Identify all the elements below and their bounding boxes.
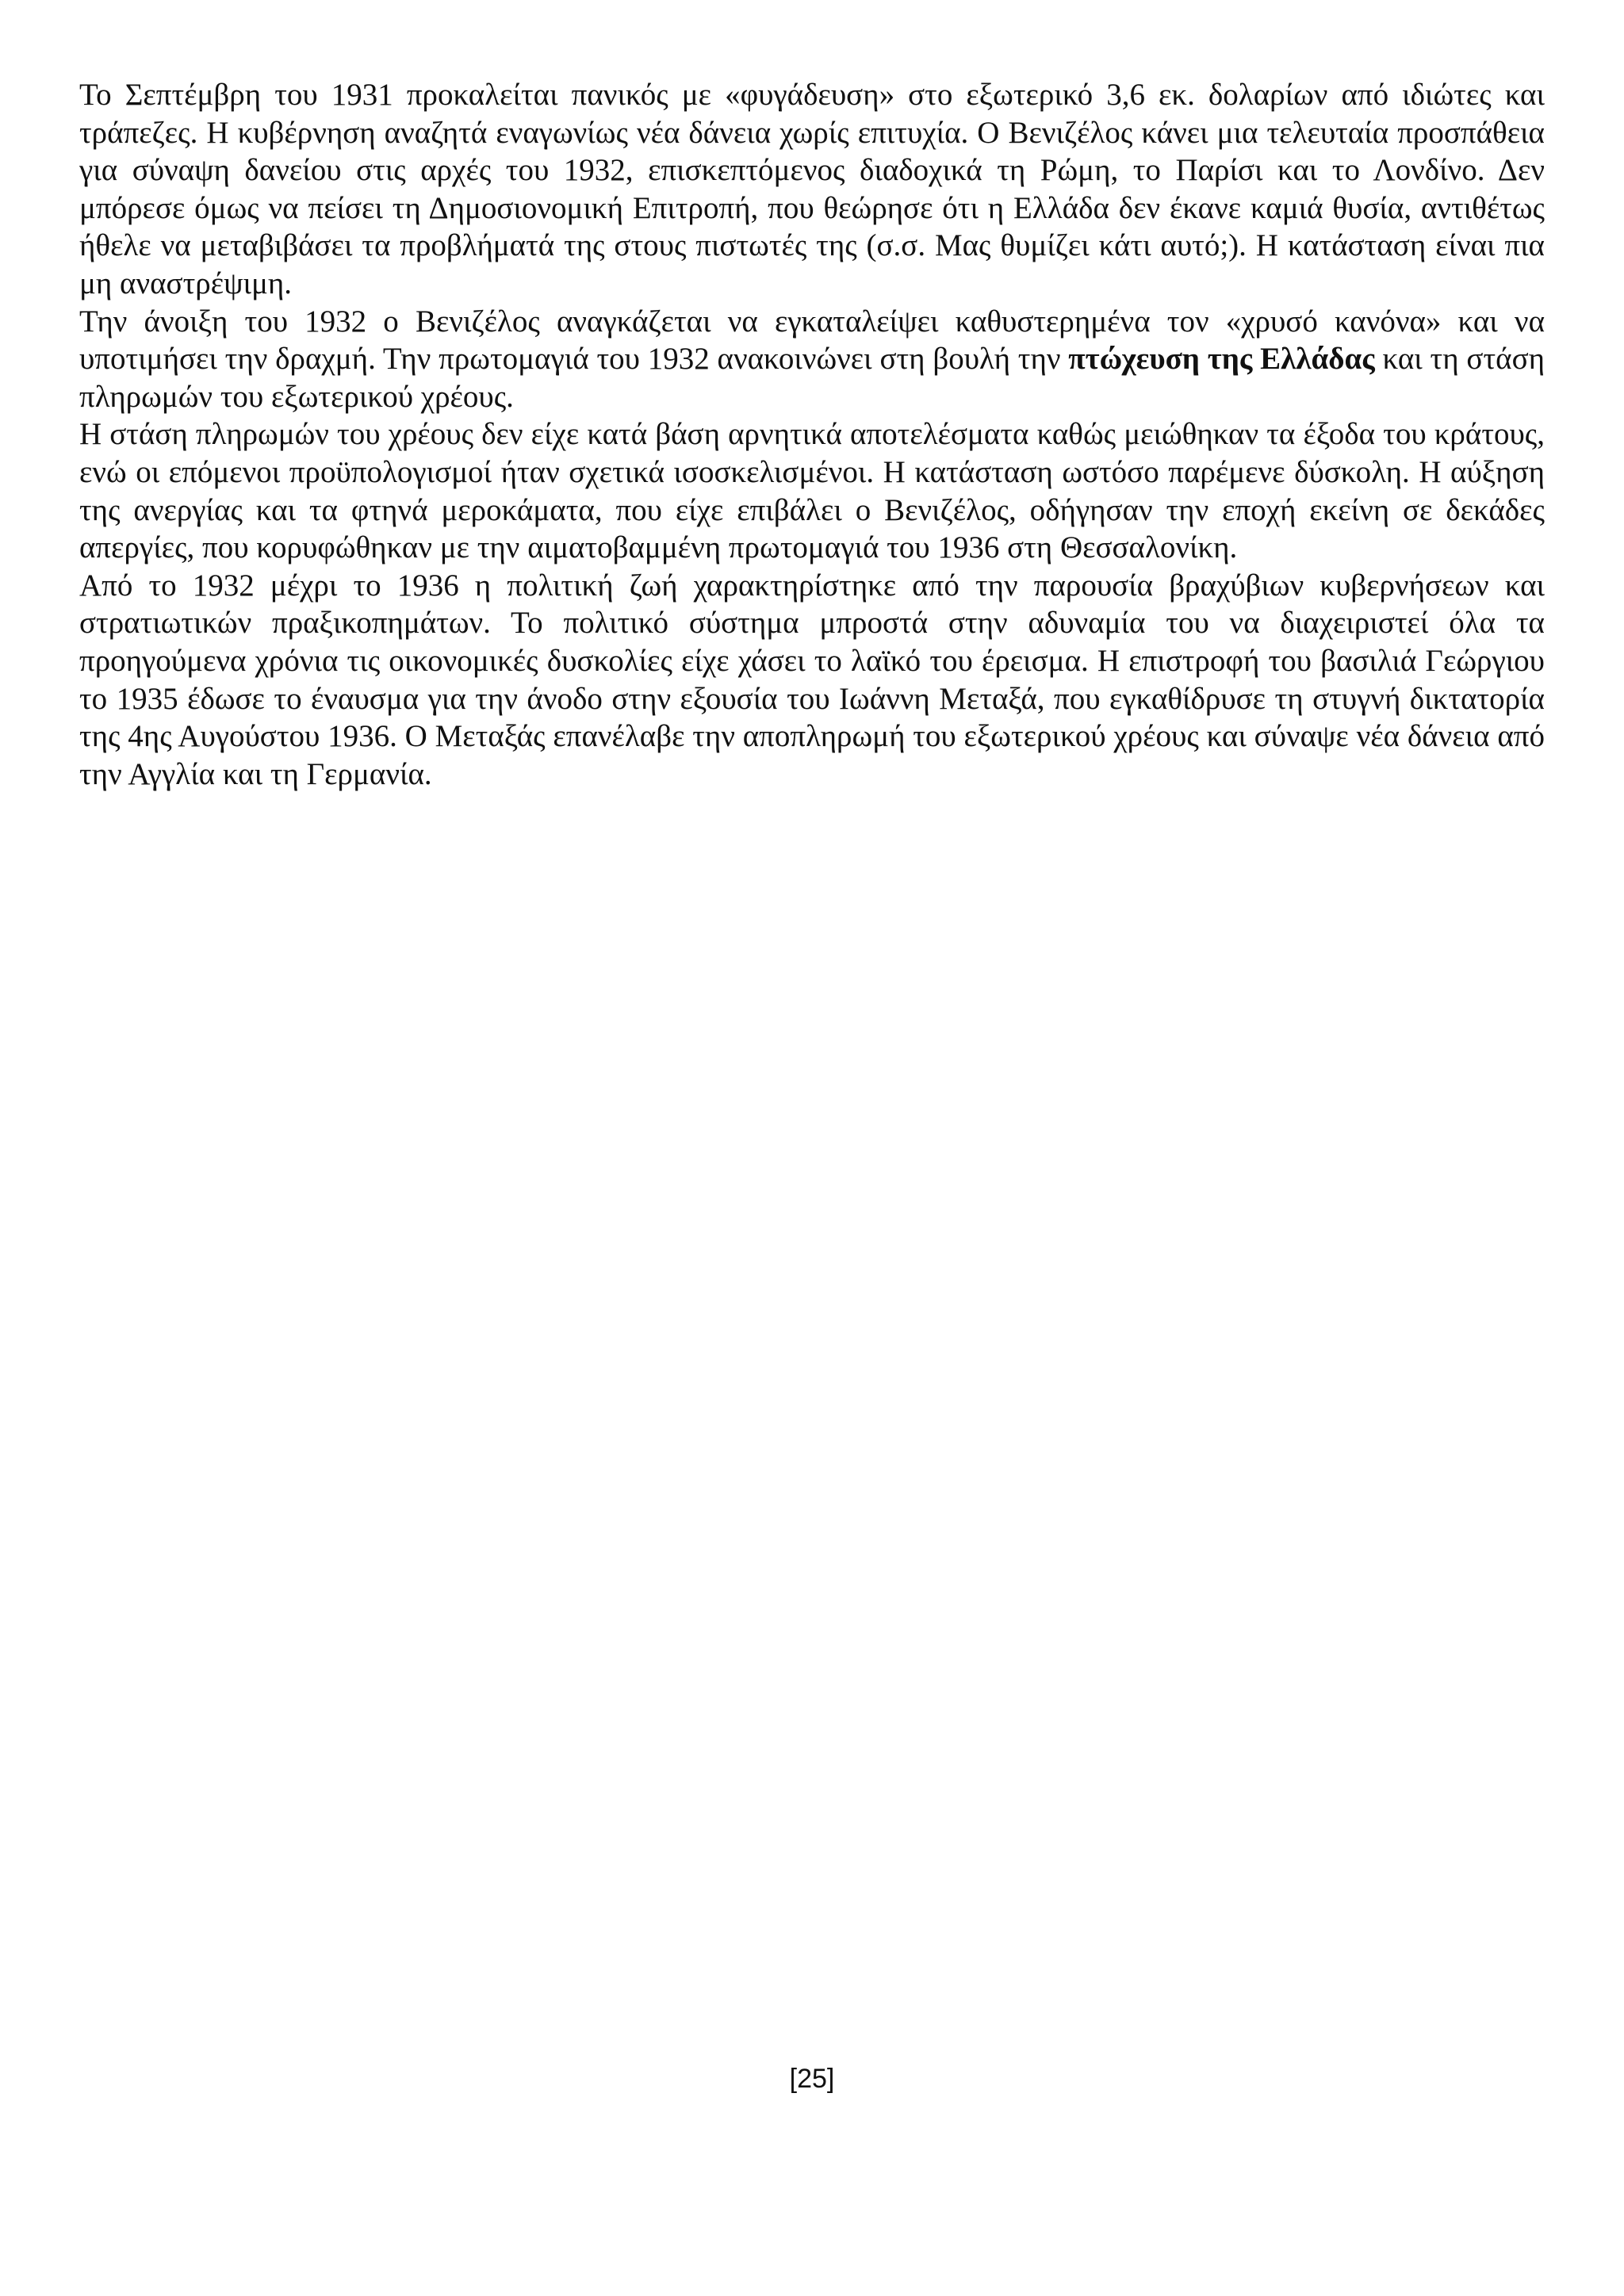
paragraph-4 <box>79 567 1545 794</box>
paragraph-2-text-before: Την άνοιξη του 1932 ο Βενιζέλος αναγκάζεται να εγκαταλείψει καθυστερημένα τον «χρυσό κανόνα» και να υποτιμήσει την δραχμή. Την πρωτομαγιά του 1932 ανακοινώνει στη βουλή την <box>79 304 1545 377</box>
page-number: [25] <box>789 2064 835 2094</box>
paragraph-2-bold-phrase: πτώχευση της Ελλάδας <box>1068 342 1375 377</box>
paragraph-1-text: Το Σεπτέμβρη του 1931 προκαλείται πανικός με «φυγάδευση» στο εξωτερικό 3,6 εκ. δολαρίων από ιδιώτες και τράπεζες. Η κυβέρνηση αναζητά εναγωνίως νέα δάνεια χωρίς επιτυχία. Ο Βενιζέλος κάνει μια τελευταία προσπάθεια για σύναψη δανείου στις αρχές του 1932, επισκεπτόμενος διαδοχικά τη Ρώμη, το Παρίσι και το Λονδίνο. Δεν μπόρεσε όμως να πείσει τη Δημοσιονομική Επιτροπή, που θεώρησε ότι η Ελλάδα δεν έκανε καμιά θυσία, αντιθέτως ήθελε να μεταβιβάσει τα προβλήματά της στους πιστωτές της (σ.σ. Μας θυμίζει κάτι αυτό;). Η κατάσταση είναι πια μη αναστρέψιμη. <box>79 78 1545 300</box>
paragraph-2 <box>79 303 1545 416</box>
body-text <box>79 76 1545 793</box>
paragraph-3 <box>79 415 1545 566</box>
paragraph-1 <box>79 76 1545 303</box>
paragraph-4-text: Από το 1932 μέχρι το 1936 η πολιτική ζωή χαρακτηρίστηκε από την παρουσία βραχύβιων κυβερνήσεων και στρατιωτικών πραξικοπημάτων. Το πολιτικό σύστημα μπροστά στην αδυναμία του να διαχειριστεί όλα τα προηγούμενα χρόνια τις οικονομικές δυσκολίες είχε χάσει το λαϊκό του έρεισμα. Η επιστροφή του βασιλιά Γεώργιου το 1935 έδωσε το έναυσμα για την άνοδο στην εξουσία του Ιωάννη Μεταξά, που εγκαθίδρυσε τη στυγνή δικτατορία της 4ης Αυγούστου 1936. Ο Μεταξάς επανέλαβε την αποπληρωμή του εξωτερικού χρέους και σύναψε νέα δάνεια από την Αγγλία και τη Γερμανία. <box>79 568 1545 791</box>
paragraph-3-text: Η στάση πληρωμών του χρέους δεν είχε κατά βάση αρνητικά αποτελέσματα καθώς μειώθηκαν τα έξοδα του κράτους, ενώ οι επόμενοι προϋπολογισμοί ήταν σχετικά ισοσκελισμένοι. Η κατάσταση ωστόσο παρέμενε δύσκολη. Η αύξηση της ανεργίας και τα φτηνά μεροκάματα, που είχε επιβάλει ο Βενιζέλος, οδήγησαν την εποχή εκείνη σε δεκάδες απεργίες, που κορυφώθηκαν με την αιματοβαμμένη πρωτομαγιά του 1936 στη Θεσσαλονίκη. <box>79 417 1545 565</box>
paragraph-2-text-after: και τη στάση πληρωμών του εξωτερικού χρέους. <box>79 342 1545 414</box>
